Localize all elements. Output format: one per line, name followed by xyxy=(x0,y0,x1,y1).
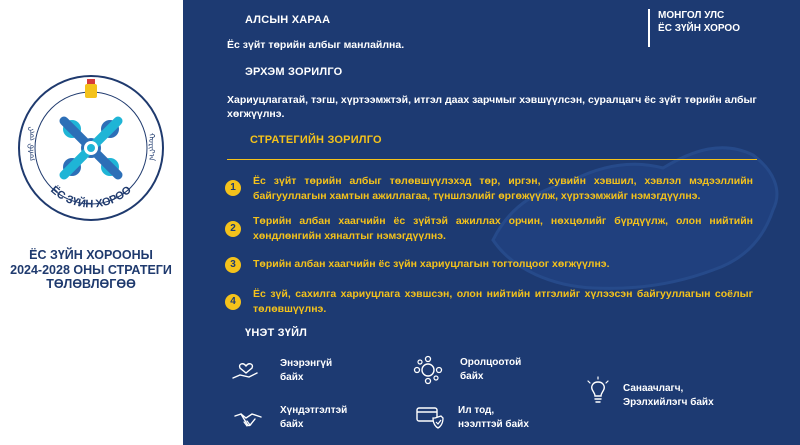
value-1-label xyxy=(280,357,332,385)
plan-title xyxy=(10,248,172,292)
logo-side-right-text: ᠬᠣᠷᠢᠶ᠎ᠠ xyxy=(147,133,156,162)
vision-text: Ёс зүйт төрийн албыг манлайлна. xyxy=(227,39,405,51)
svg-text:ЁС ЗҮЙН ХОРОО xyxy=(48,183,134,210)
value-2-line2: байх xyxy=(460,371,484,382)
soyombo-icon xyxy=(85,79,97,98)
plan-title-line2: 2024-2028 ОНЫ СТРАТЕГИ xyxy=(10,262,172,277)
knot-emblem-icon xyxy=(63,120,119,176)
committee-logo xyxy=(16,73,166,223)
ministry-label xyxy=(648,9,798,47)
strategy-heading: СТРАТЕГИЙН ЗОРИЛГО xyxy=(250,134,382,146)
value-4-label xyxy=(280,404,347,432)
goal-1-text: Ёс зүйт төрийн албыг төлөвшүүлэхэд төр, иргэн, хувийн хэвшил, хэвлэл мэдээллийн байгууллагын хамтын ажиллагаа, түншлэлийг өргөжүүлж, хүртээмжийг нэмэгдүүлнэ. xyxy=(253,175,753,202)
goal-3-text: Төрийн албан хаагчийн ёс зүйн хариуцлагын тогтолцоог хөгжүүлнэ. xyxy=(253,258,610,270)
value-2-label xyxy=(460,356,521,384)
logo-side-left-text: ᠶᠣᠰᠤ ᠵᠦᠢ xyxy=(27,126,36,161)
content-panel xyxy=(183,0,800,445)
ministry-line2: ЁС ЗҮЙН ХОРОО xyxy=(658,23,740,34)
value-5-label xyxy=(458,404,529,432)
value-4-line1: Хүндэтгэлтэй xyxy=(280,405,348,416)
goal-4-text: Ёс зүй, сахилга хариуцлага хэвшсэн, олон нийтийн итгэлийг хүлээсэн байгууллагын соёлыг төлөвшүүлнэ. xyxy=(253,288,753,315)
values-heading: ҮНЭТ ЗҮЙЛ xyxy=(245,327,308,339)
goal-number-4: 4 xyxy=(225,294,241,310)
handshake-icon xyxy=(233,404,263,434)
mission-text: Хариуцлагатай, тэгш, хүртээмжтэй, итгэл даах зарчмыг хэвшүүлсэн, суралцагч ёс зүйт төрийн албыг хөгжүүлнэ. xyxy=(227,94,757,120)
heart-hand-icon xyxy=(231,354,261,384)
value-5-line1: Ил тод, xyxy=(458,405,495,416)
logo-arc-text: ЁС ЗҮЙН ХОРОО xyxy=(48,183,134,211)
goal-number-3: 3 xyxy=(225,257,241,273)
people-circle-icon xyxy=(413,355,443,385)
ministry-line1: МОНГОЛ УЛС xyxy=(658,10,725,21)
value-1-line1: Энэрэнгүй xyxy=(280,358,333,369)
mission-heading: ЭРХЭМ ЗОРИЛГО xyxy=(245,66,343,78)
value-5-line2: нээлттэй байх xyxy=(458,419,529,430)
goal-number-2: 2 xyxy=(225,221,241,237)
vision-heading: АЛСЫН ХАРАА xyxy=(245,14,331,26)
goal-number-1: 1 xyxy=(225,180,241,196)
value-4-line2: байх xyxy=(280,419,304,430)
value-3-label xyxy=(623,382,714,410)
value-2-line1: Оролцоотой xyxy=(460,357,522,368)
value-3-line2: Эрэлхийлэгч байх xyxy=(623,397,714,408)
goal-2-text: Төрийн албан хаагчийн ёс зүйтэй ажиллах орчин, нөхцөлийг бүрдүүлж, олон нийтийн хөндлөнгийн хяналтыг нэмэгдүүлнэ. xyxy=(253,215,753,242)
card-shield-icon xyxy=(415,402,445,432)
plan-title-line1: ЁС ЗҮЙН ХОРООНЫ xyxy=(29,248,153,262)
plan-title-line3: ТӨЛӨВЛӨГӨӨ xyxy=(46,277,136,291)
value-3-line1: Санаачлагч, xyxy=(623,383,684,394)
left-panel xyxy=(0,0,183,445)
lightbulb-icon xyxy=(583,376,613,406)
value-1-line2: байх xyxy=(280,372,304,383)
strategy-divider xyxy=(227,159,757,160)
